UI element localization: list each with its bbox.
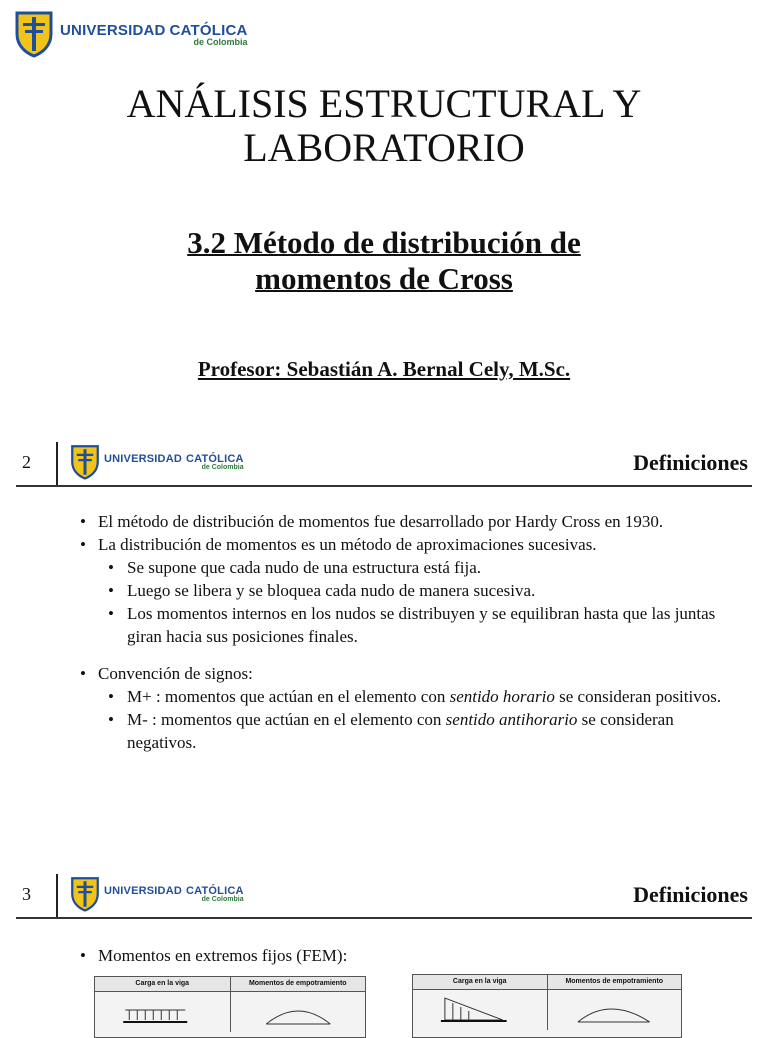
table-header-load: Carga en la viga <box>452 978 507 985</box>
header-rule <box>16 485 752 487</box>
sign-negative-emphasis: sentido antihorario <box>445 710 578 729</box>
page-number: 2 <box>22 452 31 472</box>
page-number: 3 <box>22 884 31 904</box>
list-item: • El método de distribución de momentos fue desarrollado por Hardy Cross en 1930. <box>78 510 728 533</box>
triangular-load-icon <box>413 990 547 1030</box>
course-title-line2: LABORATORIO <box>243 125 525 170</box>
table-header-load: Carga en la viga <box>135 980 190 987</box>
list-item: • La distribución de momentos es un método de aproximaciones sucesivas. <box>78 533 728 556</box>
list-item: • Momentos en extremos fijos (FEM): <box>78 944 728 967</box>
list-item <box>78 708 728 754</box>
lesson-subtitle-line1: 3.2 Método de distribución de <box>187 225 581 260</box>
moment-diagram <box>547 990 682 1030</box>
shield-icon <box>14 10 54 58</box>
list-item: • Se supone que cada nudo de una estructura está fija. <box>78 556 728 579</box>
beam-load-diagram <box>95 992 230 1032</box>
header-divider <box>56 874 58 918</box>
moment-curve-icon <box>231 992 366 1032</box>
section-title: Definiciones <box>633 882 748 907</box>
moment-curve-icon <box>548 990 682 1030</box>
sign-positive-emphasis: sentido horario <box>449 687 555 706</box>
logo-university-text: UNIVERSIDAD <box>104 453 182 465</box>
course-title-line1: ANÁLISIS ESTRUCTURAL Y <box>126 81 642 126</box>
sign-negative-text: M- : momentos que actúan en el elemento con <box>127 710 446 729</box>
table-header-moments: Momentos de empotramiento <box>547 975 682 989</box>
sign-negative-text-end: se consideran negativos. <box>127 710 674 752</box>
sign-positive-text: M+ : momentos que actúan en el elemento con <box>127 687 450 706</box>
moment-diagram <box>230 992 366 1032</box>
logo-university-text: UNIVERSIDAD <box>60 21 166 39</box>
logo-colombia-text: de Colombia <box>193 36 248 47</box>
header-rule <box>16 917 752 919</box>
university-logo <box>14 10 248 58</box>
lesson-subtitle-line2: momentos de Cross <box>255 261 513 296</box>
shield-icon <box>70 876 100 912</box>
university-logo-small <box>70 876 244 912</box>
logo-catolica-text: CATÓLICA <box>186 453 244 465</box>
fem-table-image-right <box>412 974 682 1038</box>
sign-positive-text-end: se consideran positivos. <box>554 687 722 706</box>
header-divider <box>56 442 58 486</box>
lesson-subtitle <box>0 225 768 297</box>
logo-colombia-text: de Colombia <box>201 896 244 903</box>
list-item <box>78 685 728 708</box>
section-title: Definiciones <box>633 450 748 475</box>
distributed-load-icon <box>95 992 230 1032</box>
logo-university-text: UNIVERSIDAD <box>104 885 182 897</box>
list-spacer <box>78 648 728 662</box>
fem-list <box>78 944 728 967</box>
shield-icon <box>70 444 100 480</box>
course-title <box>0 82 768 170</box>
fem-table-image-left <box>94 976 366 1038</box>
table-header-moments: Momentos de empotramiento <box>230 977 366 991</box>
logo-colombia-text: de Colombia <box>201 464 244 471</box>
university-logo-small <box>70 444 244 480</box>
professor-name: Profesor: Sebastián A. Bernal Cely, M.Sc. <box>197 357 571 381</box>
beam-load-diagram <box>413 990 547 1030</box>
logo-catolica-text: CATÓLICA <box>169 21 248 39</box>
definitions-list <box>78 510 728 754</box>
list-item: • Luego se libera y se bloquea cada nudo de manera sucesiva. <box>78 579 728 602</box>
list-item: • Convención de signos: <box>78 662 728 685</box>
logo-catolica-text: CATÓLICA <box>186 885 244 897</box>
list-item: • Los momentos internos en los nudos se distribuyen y se equilibran hasta que las juntas giran hacia sus posiciones finales. <box>78 602 728 648</box>
